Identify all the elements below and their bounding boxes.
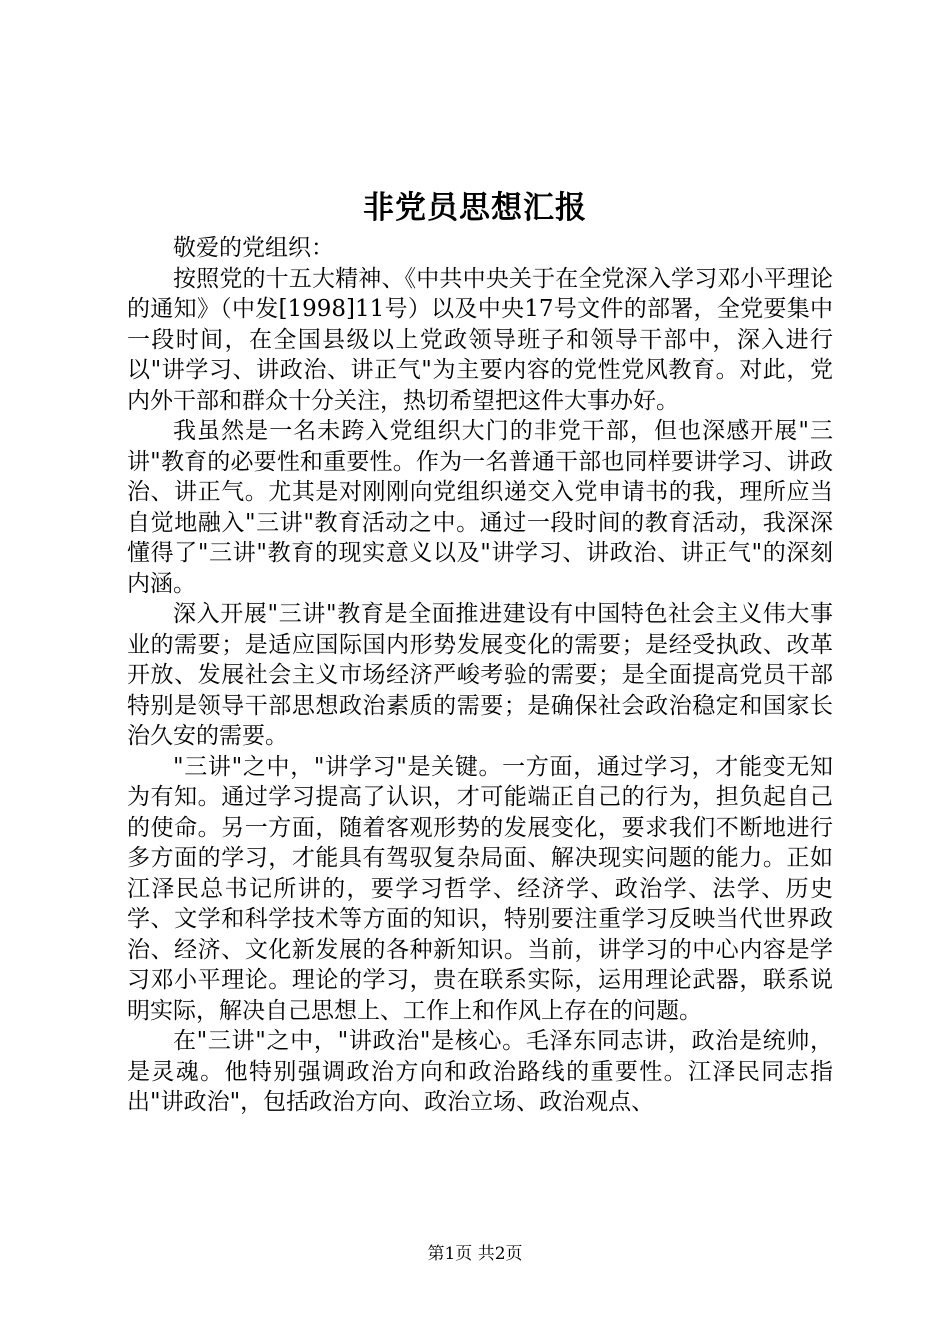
document-body — [127, 233, 833, 1118]
paragraph-2: 我虽然是一名未跨入党组织大门的非党干部，但也深感开展"三讲"教育的必要性和重要性。作为一名普通干部也同样要讲学习、讲政治、讲正气。尤其是对刚刚向党组织递交入党申请书的我，理所应当自觉地融入"三讲"教育活动之中。通过一段时间的教育活动，我深深懂得了"三讲"教育的现实意义以及"讲学习、讲政治、讲正气"的深刻内涵。 — [127, 418, 833, 597]
page-number-footer: 第1页 共2页 — [427, 1244, 523, 1264]
paragraph-3: 深入开展"三讲"教育是全面推进建设有中国特色社会主义伟大事业的需要；是适应国际国内形势发展变化的需要；是经受执政、改革开放、发展社会主义市场经济严峻考验的需要；是全面提高党员干部特别是领导干部思想政治素质的需要；是确保社会政治稳定和国家长治久安的需要。 — [127, 601, 833, 749]
paragraph-5: 在"三讲"之中，"讲政治"是核心。毛泽东同志讲，政治是统帅，是灵魂。他特别强调政治方向和政治路线的重要性。江泽民同志指出"讲政治"，包括政治方向、政治立场、政治观点、 — [127, 1028, 833, 1115]
paragraph-1: 按照党的十五大精神、《中共中央关于在全党深入学习邓小平理论的通知》（中发[1998]11号）以及中央17号文件的部署，全党要集中一段时间，在全国县级以上党政领导班子和领导干部中，深入进行以"讲学习、讲政治、讲正气"为主要内容的党性党风教育。对此，党内外干部和群众十分关注，热切希望把这件大事办好。 — [127, 265, 833, 414]
salutation: 敬爱的党组织： — [173, 235, 334, 261]
document-title: 非党员思想汇报 — [363, 190, 587, 226]
paragraph-4: "三讲"之中，"讲学习"是关键。一方面，通过学习，才能变无知为有知。通过学习提高了认识，才可能端正自己的行为，担负起自己的使命。另一方面，随着客观形势的发展变化，要求我们不断地进行多方面的学习，才能具有驾驭复杂局面、解决现实问题的能力。正如江泽民总书记所讲的，要学习哲学、经济学、政治学、法学、历史学、文学和科学技术等方面的知识，特别要注重学习反映当代世界政治、经济、文化新发展的各种新知识。当前，讲学习的中心内容是学习邓小平理论。理论的学习，贵在联系实际，运用理论武器，联系说明实际，解决自己思想上、工作上和作风上存在的问题。 — [127, 753, 833, 1024]
